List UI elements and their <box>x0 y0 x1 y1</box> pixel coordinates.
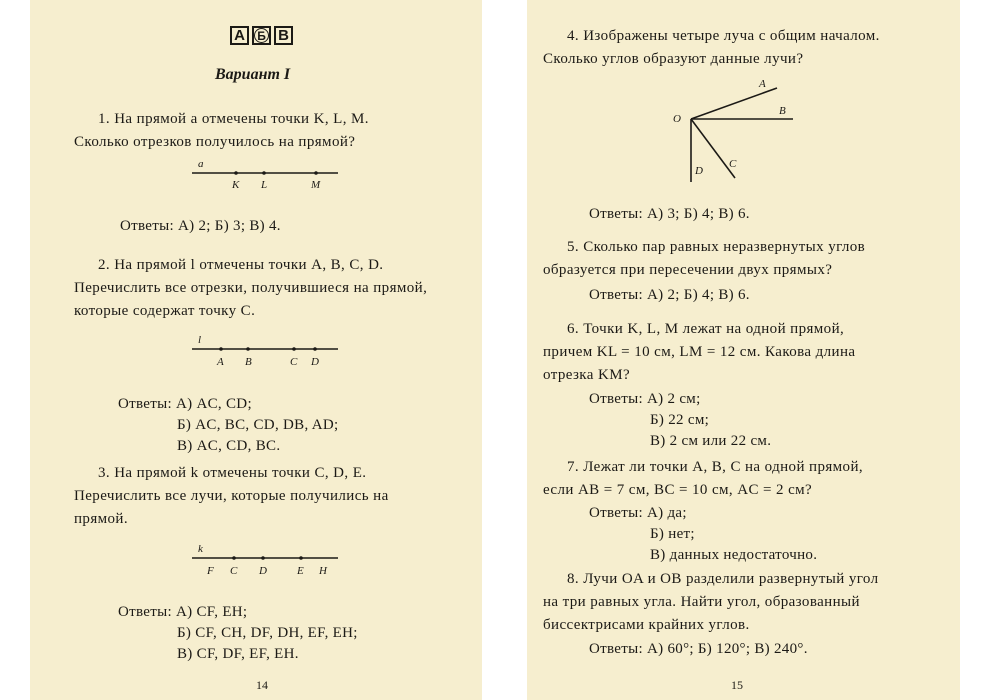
point-m <box>314 171 318 175</box>
ray-oa <box>691 88 777 119</box>
question-2-answer-a: Ответы: А) AC, CD; <box>118 396 252 412</box>
label-c: C <box>729 158 737 170</box>
question-1-answers: Ответы: А) 2; Б) 3; В) 4. <box>120 218 281 234</box>
question-3-line2: Перечислить все лучи, которые получились на <box>74 488 389 504</box>
question-3-answer-c: В) CF, DF, EF, EH. <box>177 646 299 662</box>
label-b: B <box>779 105 786 117</box>
point-label-c: C <box>290 356 298 368</box>
question-1-line1: 1. На прямой a отмечены точки K, L, M. <box>98 111 369 127</box>
line-label-a: a <box>198 158 204 170</box>
point-b <box>246 347 250 351</box>
point-e3 <box>299 556 303 560</box>
point-label-l: L <box>261 179 268 191</box>
label-o: O <box>673 113 681 125</box>
question-7-line2: если AB = 7 см, BC = 10 см, AC = 2 см? <box>543 482 813 498</box>
question-6-line1: 6. Точки K, L, M лежат на одной прямой, <box>567 321 845 337</box>
point-k <box>234 171 238 175</box>
question-2-answer-c: В) AC, CD, BC. <box>177 438 281 454</box>
label-a: A <box>759 78 766 90</box>
question-6-line3: отрезка KM? <box>543 367 631 383</box>
point-c <box>292 347 296 351</box>
line-label-l: l <box>198 334 202 346</box>
q4-rays-figure <box>667 74 807 184</box>
question-6-line2: причем KL = 10 см, LM = 12 см. Какова длина <box>543 344 856 360</box>
tag-a: А <box>230 26 249 45</box>
question-3-answer-a: Ответы: А) CF, EH; <box>118 604 248 620</box>
page-number-left: 14 <box>256 678 268 692</box>
question-2-line1: 2. На прямой l отмечены точки A, B, C, D. <box>98 257 384 273</box>
point-label-b: B <box>245 356 252 368</box>
question-5-line2: образуется при пересечении двух прямых? <box>543 262 833 278</box>
question-4-line2: Сколько углов образуют данные лучи? <box>543 51 804 67</box>
left-page <box>30 0 482 700</box>
point-label-m: M <box>311 179 321 191</box>
question-2-line2: Перечислить все отрезки, получившиеся на прямой, <box>74 280 428 296</box>
right-page <box>527 0 960 700</box>
point-label-c3: C <box>230 565 238 577</box>
question-3-line1: 3. На прямой k отмечены точки C, D, E. <box>98 465 367 481</box>
question-6-answer-a: Ответы: А) 2 см; <box>589 391 701 407</box>
question-5-answers: Ответы: А) 2; Б) 4; В) 6. <box>589 287 750 303</box>
question-6-answer-b: Б) 22 см; <box>650 412 710 428</box>
tag-b-circled: Б <box>252 26 271 45</box>
tag-v: В <box>274 26 293 45</box>
question-6-answer-c: В) 2 см или 22 см. <box>650 433 772 449</box>
point-label-d3: D <box>259 565 267 577</box>
point-label-d: D <box>311 356 319 368</box>
question-8-line1: 8. Лучи OA и OB разделили развернутый угол <box>567 571 879 587</box>
question-8-line3: биссектрисами крайних углов. <box>543 617 750 633</box>
q3-line-figure <box>190 543 350 583</box>
page-number-right: 15 <box>731 678 743 692</box>
question-4-answers: Ответы: А) 3; Б) 4; В) 6. <box>589 206 750 222</box>
point-l <box>262 171 266 175</box>
question-7-answer-c: В) данных недостаточно. <box>650 547 818 563</box>
question-8-answers: Ответы: А) 60°; Б) 120°; В) 240°. <box>589 641 808 657</box>
point-c3 <box>232 556 236 560</box>
question-8-line2: на три равных угла. Найти угол, образованный <box>543 594 860 610</box>
point-label-a: A <box>217 356 224 368</box>
point-label-h: H <box>319 565 327 577</box>
q2-line-figure <box>190 332 350 372</box>
label-d: D <box>695 165 703 177</box>
question-2-answer-b: Б) AC, BC, CD, DB, AD; <box>177 417 339 433</box>
question-3-answer-b: Б) CF, CH, DF, DH, EF, EH; <box>177 625 358 641</box>
point-label-k: K <box>232 179 240 191</box>
question-7-answer-b: Б) нет; <box>650 526 695 542</box>
q1-line-figure <box>190 156 350 192</box>
question-7-answer-a: Ответы: А) да; <box>589 505 687 521</box>
question-4-line1: 4. Изображены четыре луча с общим началом. <box>567 28 880 44</box>
question-3-line3: прямой. <box>74 511 128 527</box>
point-label-e3: E <box>297 565 304 577</box>
line-label-k: k <box>198 543 203 555</box>
question-2-line3: которые содержат точку C. <box>74 303 256 319</box>
question-5-line1: 5. Сколько пар равных неразвернутых углов <box>567 239 866 255</box>
point-d <box>313 347 317 351</box>
point-d3 <box>261 556 265 560</box>
question-1-line2: Сколько отрезков получилось на прямой? <box>74 134 356 150</box>
question-7-line1: 7. Лежат ли точки A, B, C на одной прямой, <box>567 459 864 475</box>
point-a <box>219 347 223 351</box>
point-label-f: F <box>207 565 214 577</box>
variant-tags <box>230 26 293 45</box>
variant-heading: Вариант I <box>215 66 291 83</box>
